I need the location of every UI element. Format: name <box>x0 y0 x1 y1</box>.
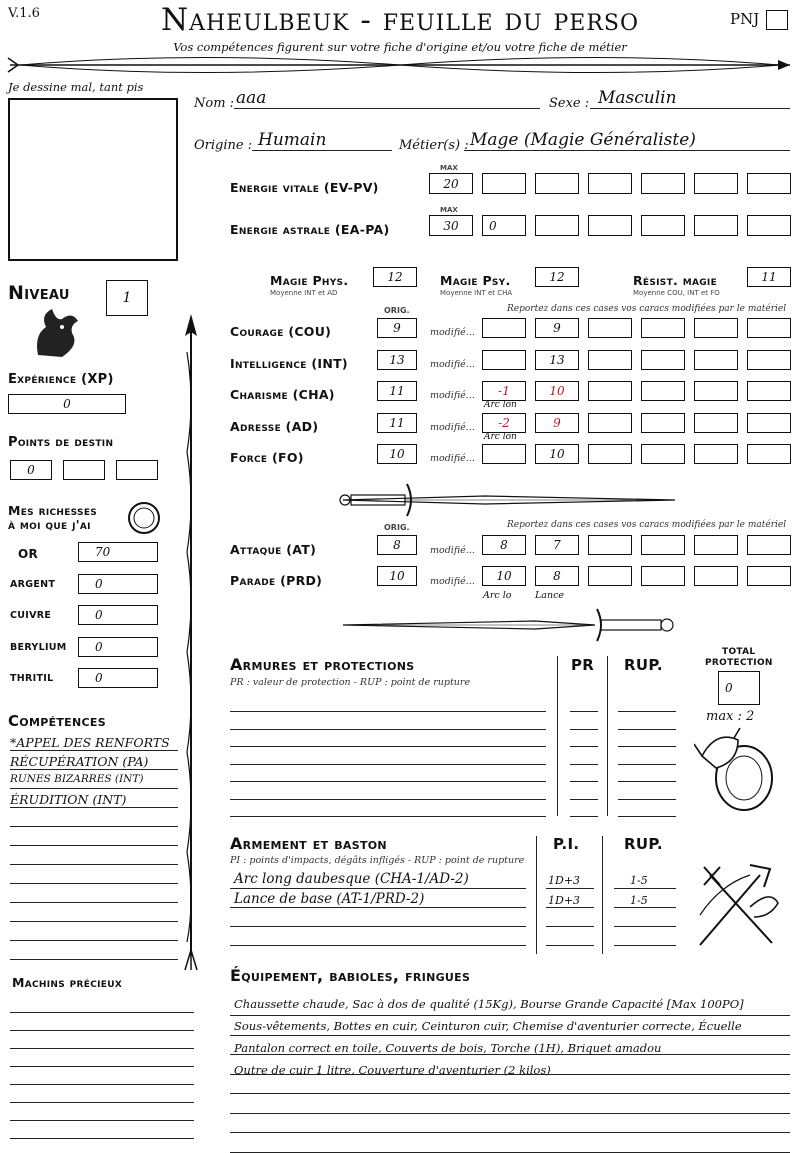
pnj-label: PNJ <box>730 10 760 28</box>
combat-note-arc: Arc lo <box>483 590 512 601</box>
stat-box[interactable] <box>747 318 791 338</box>
stat-box[interactable] <box>694 318 738 338</box>
weapon-name[interactable]: Lance de base (AT-1/PRD-2) <box>234 891 425 907</box>
xp-label: Expérience (XP) <box>8 372 114 387</box>
competence-line[interactable] <box>10 807 178 808</box>
stat-label: Intelligence (INT) <box>230 355 348 371</box>
armor-rup-line[interactable] <box>618 781 676 782</box>
weapon-rup[interactable]: 1-5 <box>630 874 648 887</box>
stats-report-note: Reportez dans ces cases vos caracs modifiées par le matériel <box>507 304 787 314</box>
nom-label: Nom : <box>194 96 235 111</box>
stat-label: Courage (COU) <box>230 324 332 339</box>
armor-line[interactable] <box>230 799 546 800</box>
crossed-weapons-icon <box>690 855 790 955</box>
money-label: THRITIL <box>10 673 54 684</box>
competence-line[interactable] <box>10 959 178 960</box>
stat-label: Force (FO) <box>230 450 304 466</box>
parade-box-5[interactable] <box>694 566 738 586</box>
equipment-title: Équipement, babioles, fringues <box>230 966 471 985</box>
parade-label: Parade (PRD) <box>230 573 323 588</box>
weapon-pi-line[interactable] <box>546 888 594 889</box>
attaque-box-4[interactable] <box>641 535 685 555</box>
stat-box[interactable] <box>588 318 632 338</box>
parade-box-4[interactable] <box>641 566 685 586</box>
parade-box-3[interactable] <box>588 566 632 586</box>
stat-mod-box[interactable]: -1 <box>482 381 526 401</box>
equipment-line[interactable] <box>230 1132 790 1133</box>
richesses-label-2: à moi que j'ai <box>8 517 91 532</box>
weapon-rup-line[interactable] <box>614 907 676 908</box>
ea-box-3[interactable] <box>588 215 632 236</box>
competence-line[interactable] <box>10 750 178 751</box>
parade-box-6[interactable] <box>747 566 791 586</box>
weapon-line[interactable] <box>230 926 526 927</box>
total-protection-box[interactable]: 0 <box>718 671 760 705</box>
weapon-pi[interactable]: 1D+3 <box>548 874 581 887</box>
weapon-rup-line[interactable] <box>614 926 676 927</box>
ev-max-box[interactable]: 20 <box>429 173 473 194</box>
weapon-rup-line[interactable] <box>614 945 676 946</box>
ev-label: Energie vitale (EV-PV) <box>230 180 379 195</box>
weapon-line[interactable] <box>230 888 526 889</box>
armor-rup-line[interactable] <box>618 764 676 765</box>
destin-box-2[interactable] <box>63 460 105 480</box>
equipment-line[interactable] <box>230 1035 790 1036</box>
armor-title: Armures et protections <box>230 655 415 674</box>
stat-mod-box[interactable] <box>482 444 526 464</box>
combat-report-note: Reportez dans ces cases vos caracs modifiées par le matériel <box>507 520 787 530</box>
competence-line[interactable] <box>10 845 178 846</box>
magie-phys-note: Moyenne INT et AD <box>270 289 338 297</box>
stats-orig-label: ORIG. <box>384 306 410 315</box>
stat-mod-box[interactable]: -2 <box>482 413 526 433</box>
stat-box[interactable] <box>641 413 685 433</box>
money-box[interactable]: 0 <box>78 637 158 657</box>
armor-rup-label: RUP. <box>624 656 663 674</box>
machin-line[interactable] <box>10 1012 194 1013</box>
parade-orig-box[interactable]: 10 <box>377 566 417 586</box>
stat-orig-box[interactable]: 11 <box>377 381 417 401</box>
machin-line[interactable] <box>10 1120 194 1121</box>
ev-max-label: MAX <box>440 164 458 172</box>
armor-pr-line[interactable] <box>570 729 598 730</box>
ea-current-box[interactable]: 0 <box>482 215 526 236</box>
weapon-pi-line[interactable] <box>546 945 594 946</box>
origine-label: Origine : <box>194 138 253 153</box>
armor-pr-line[interactable] <box>570 746 598 747</box>
stat-orig-box[interactable]: 13 <box>377 350 417 370</box>
armor-pr-line[interactable] <box>570 781 598 782</box>
stat-box[interactable] <box>747 350 791 370</box>
stat-box[interactable] <box>588 444 632 464</box>
stat-box[interactable] <box>747 381 791 401</box>
stat-box[interactable] <box>588 413 632 433</box>
ev-box-5[interactable] <box>694 173 738 194</box>
competence-item[interactable]: RUNES BIZARRES (INT) <box>10 773 144 785</box>
machins-precieux-label: Machins précieux <box>12 975 123 990</box>
weapons-title: Armement et baston <box>230 834 387 853</box>
stat-modifie-label: modifié... <box>430 390 475 402</box>
stat-box[interactable] <box>588 350 632 370</box>
stat-val-box[interactable]: 10 <box>535 381 579 401</box>
stat-box[interactable] <box>641 318 685 338</box>
sexe-value[interactable]: Masculin <box>598 88 677 108</box>
resist-magie-label: Résist. magie <box>633 273 718 288</box>
armor-max-label: max : 2 <box>706 709 755 724</box>
ea-max-label: MAX <box>440 206 458 214</box>
weapons-rup-label: RUP. <box>624 835 663 853</box>
weapons-note: PI : points d'impacts, dégâts infligés - RUP : point de rupture <box>230 855 525 866</box>
coin-icon <box>126 500 162 536</box>
arrow-banner-decoration <box>0 52 800 82</box>
stat-label: Charisme (CHA) <box>230 387 335 403</box>
version-label: V.1.6 <box>8 6 40 21</box>
equipment-line[interactable] <box>230 1113 790 1114</box>
stat-val-box[interactable]: 10 <box>535 444 579 464</box>
parade-mod-box[interactable]: 10 <box>482 566 526 586</box>
armor-rup-line[interactable] <box>618 711 676 712</box>
stat-orig-box[interactable]: 9 <box>377 318 417 338</box>
stat-box[interactable] <box>694 413 738 433</box>
armor-pr-line[interactable] <box>570 764 598 765</box>
money-box[interactable]: 0 <box>78 605 158 625</box>
competence-line[interactable] <box>10 940 178 941</box>
total-protection-label-2: PROTECTION <box>705 658 773 668</box>
equipment-line[interactable] <box>230 1015 790 1016</box>
destin-box-1[interactable]: 0 <box>10 460 52 480</box>
ea-box-4[interactable] <box>641 215 685 236</box>
magie-psy-box[interactable]: 12 <box>535 267 579 287</box>
combat-orig-label: ORIG. <box>384 523 410 532</box>
stat-box[interactable] <box>747 444 791 464</box>
equipment-line[interactable] <box>230 1093 790 1094</box>
stat-mod-note: Arc lon <box>484 431 517 442</box>
stat-modifie-label: modifié... <box>430 453 475 465</box>
magie-psy-note: Moyenne INT et CHA <box>440 289 513 297</box>
niveau-label: Niveau <box>8 282 70 304</box>
ea-label: Energie astrale (EA-PA) <box>230 222 390 237</box>
ev-box-3[interactable] <box>588 173 632 194</box>
nom-value[interactable]: aaa <box>236 88 267 108</box>
armor-pr-line[interactable] <box>570 816 598 817</box>
magie-psy-label: Magie Psy. <box>440 273 511 288</box>
weapon-pi[interactable]: 1D+3 <box>548 894 581 907</box>
stat-mod-box[interactable] <box>482 318 526 338</box>
page-title: Naheulbeuk - feuille du perso <box>160 2 640 38</box>
stat-mod-box[interactable] <box>482 350 526 370</box>
pnj-checkbox[interactable] <box>766 10 788 30</box>
attaque-box-5[interactable] <box>694 535 738 555</box>
stat-orig-box[interactable]: 10 <box>377 444 417 464</box>
stat-modifie-label: modifié... <box>430 358 475 370</box>
stat-val-box[interactable]: 9 <box>535 413 579 433</box>
richesses-label-1: Mes richesses <box>8 503 98 518</box>
competence-item[interactable]: RÉCUPÉRATION (PA) <box>10 754 149 769</box>
dragon-icon <box>32 305 82 361</box>
equipment-item[interactable]: Chaussette chaude, Sac à dos de qualité (15Kg), Bourse Grande Capacité [Max 100PO] <box>234 997 744 1011</box>
armor-rup-line[interactable] <box>618 729 676 730</box>
weapon-line[interactable] <box>230 907 526 908</box>
attaque-box-3[interactable] <box>588 535 632 555</box>
attaque-box-6[interactable] <box>747 535 791 555</box>
stat-mod-note: Arc lon <box>484 400 517 411</box>
weapon-pi-line[interactable] <box>546 907 594 908</box>
armor-pr-label: PR <box>571 656 595 674</box>
armor-rup-line[interactable] <box>618 746 676 747</box>
stat-box[interactable] <box>694 444 738 464</box>
weapon-line[interactable] <box>230 945 526 946</box>
ev-box-2[interactable] <box>535 173 579 194</box>
destin-label: Points de destin <box>8 435 114 450</box>
competence-line[interactable] <box>10 788 178 789</box>
weapon-name[interactable]: Arc long daubesque (CHA-1/AD-2) <box>234 871 469 887</box>
magie-phys-label: Magie Phys. <box>270 273 349 288</box>
ea-box-6[interactable] <box>747 215 791 236</box>
money-label: CUIVRE <box>10 610 52 621</box>
combat-note-lance: Lance <box>535 590 565 601</box>
helmet-shield-icon <box>694 726 778 814</box>
metier-value[interactable]: Mage (Magie Généraliste) <box>470 130 696 150</box>
ev-box-6[interactable] <box>747 173 791 194</box>
competences-label: Compétences <box>8 712 106 730</box>
ea-max-box[interactable]: 30 <box>429 215 473 236</box>
money-label: BERYLIUM <box>10 641 67 653</box>
magie-phys-box[interactable]: 12 <box>373 267 417 287</box>
machin-line[interactable] <box>10 1102 194 1103</box>
competence-line[interactable] <box>10 883 178 884</box>
portrait-box[interactable] <box>8 98 178 261</box>
stat-box[interactable] <box>694 350 738 370</box>
ea-box-5[interactable] <box>694 215 738 236</box>
attaque-orig-box[interactable]: 8 <box>377 535 417 555</box>
armor-rup-line[interactable] <box>618 799 676 800</box>
weapon-pi-line[interactable] <box>546 926 594 927</box>
sexe-label: Sexe : <box>549 96 590 111</box>
weapon-rup[interactable]: 1-5 <box>630 894 648 907</box>
armor-rup-line[interactable] <box>618 816 676 817</box>
ev-box-1[interactable] <box>482 173 526 194</box>
attaque-label: Attaque (AT) <box>230 542 317 557</box>
armor-line[interactable] <box>230 816 546 817</box>
niveau-box[interactable]: 1 <box>106 280 148 316</box>
armor-line[interactable] <box>230 781 546 782</box>
weapon-rup-line[interactable] <box>614 888 676 889</box>
resist-magie-box[interactable]: 11 <box>747 267 791 287</box>
competence-line[interactable] <box>10 769 178 770</box>
ea-box-2[interactable] <box>535 215 579 236</box>
origine-value[interactable]: Humain <box>258 130 327 150</box>
machin-line[interactable] <box>10 1066 194 1067</box>
armor-line[interactable] <box>230 711 546 712</box>
machin-line[interactable] <box>10 1048 194 1049</box>
parade-modifie-label: modifié... <box>430 576 475 587</box>
destin-box-3[interactable] <box>116 460 158 480</box>
stat-label: Adresse (AD) <box>230 418 319 434</box>
competence-line[interactable] <box>10 902 178 903</box>
competence-line[interactable] <box>10 921 178 922</box>
armor-line[interactable] <box>230 764 546 765</box>
equipment-item[interactable]: Pantalon correct en toile, Couverts de bois, Torche (1H), Briquet amadou <box>234 1041 662 1055</box>
armor-note: PR : valeur de protection - RUP : point de rupture <box>230 677 471 688</box>
attaque-mod-box[interactable]: 8 <box>482 535 526 555</box>
money-box[interactable]: 0 <box>78 668 158 688</box>
metier-label: Métier(s) : <box>399 138 469 153</box>
attaque-val-box[interactable]: 7 <box>535 535 579 555</box>
xp-box[interactable]: 0 <box>8 394 126 414</box>
stat-orig-box[interactable]: 11 <box>377 413 417 433</box>
attaque-modifie-label: modifié... <box>430 545 475 556</box>
money-label: OR <box>18 547 39 561</box>
equipment-item[interactable]: Outre de cuir 1 litre, Couverture d'aventurier (2 kilos) <box>234 1063 551 1077</box>
armor-pr-line[interactable] <box>570 711 598 712</box>
stat-modifie-label: modifié... <box>430 421 475 433</box>
stat-box[interactable] <box>641 350 685 370</box>
machin-line[interactable] <box>10 1138 194 1139</box>
stat-box[interactable] <box>588 381 632 401</box>
stat-box[interactable] <box>641 444 685 464</box>
stat-box[interactable] <box>641 381 685 401</box>
money-box[interactable]: 0 <box>78 574 158 594</box>
stat-val-box[interactable]: 13 <box>535 350 579 370</box>
money-label: ARGENT <box>10 578 56 590</box>
resist-magie-note: Moyenne COU, INT et FO <box>633 289 720 297</box>
competence-item[interactable]: *APPEL DES RENFORTS <box>10 735 170 750</box>
armor-pr-line[interactable] <box>570 799 598 800</box>
money-box[interactable]: 70 <box>78 542 158 562</box>
total-protection-label-1: TOTAL <box>722 647 756 657</box>
competence-line[interactable] <box>10 864 178 865</box>
sword-divider-2-icon <box>335 603 685 647</box>
weapons-pi-label: P.I. <box>553 835 580 853</box>
equipment-item[interactable]: Sous-vêtements, Bottes en cuir, Ceinturon cuir, Chemise d'aventurier correcte, Écuelle <box>234 1019 742 1033</box>
parade-val-box[interactable]: 8 <box>535 566 579 586</box>
page-subtitle: Vos compétences figurent sur votre fiche d'origine et/ou votre fiche de métier <box>173 40 627 54</box>
armor-line[interactable] <box>230 729 546 730</box>
spear-decoration <box>178 312 204 972</box>
stat-box[interactable] <box>747 413 791 433</box>
stat-modifie-label: modifié... <box>430 327 475 338</box>
ev-box-4[interactable] <box>641 173 685 194</box>
competence-item[interactable]: ÉRUDITION (INT) <box>10 792 127 807</box>
portrait-caption: Je dessine mal, tant pis <box>8 80 144 94</box>
competence-line[interactable] <box>10 826 178 827</box>
machin-line[interactable] <box>10 1084 194 1085</box>
stat-val-box[interactable]: 9 <box>535 318 579 338</box>
armor-line[interactable] <box>230 746 546 747</box>
stat-box[interactable] <box>694 381 738 401</box>
sword-divider-icon <box>335 476 685 524</box>
machin-line[interactable] <box>10 1030 194 1031</box>
